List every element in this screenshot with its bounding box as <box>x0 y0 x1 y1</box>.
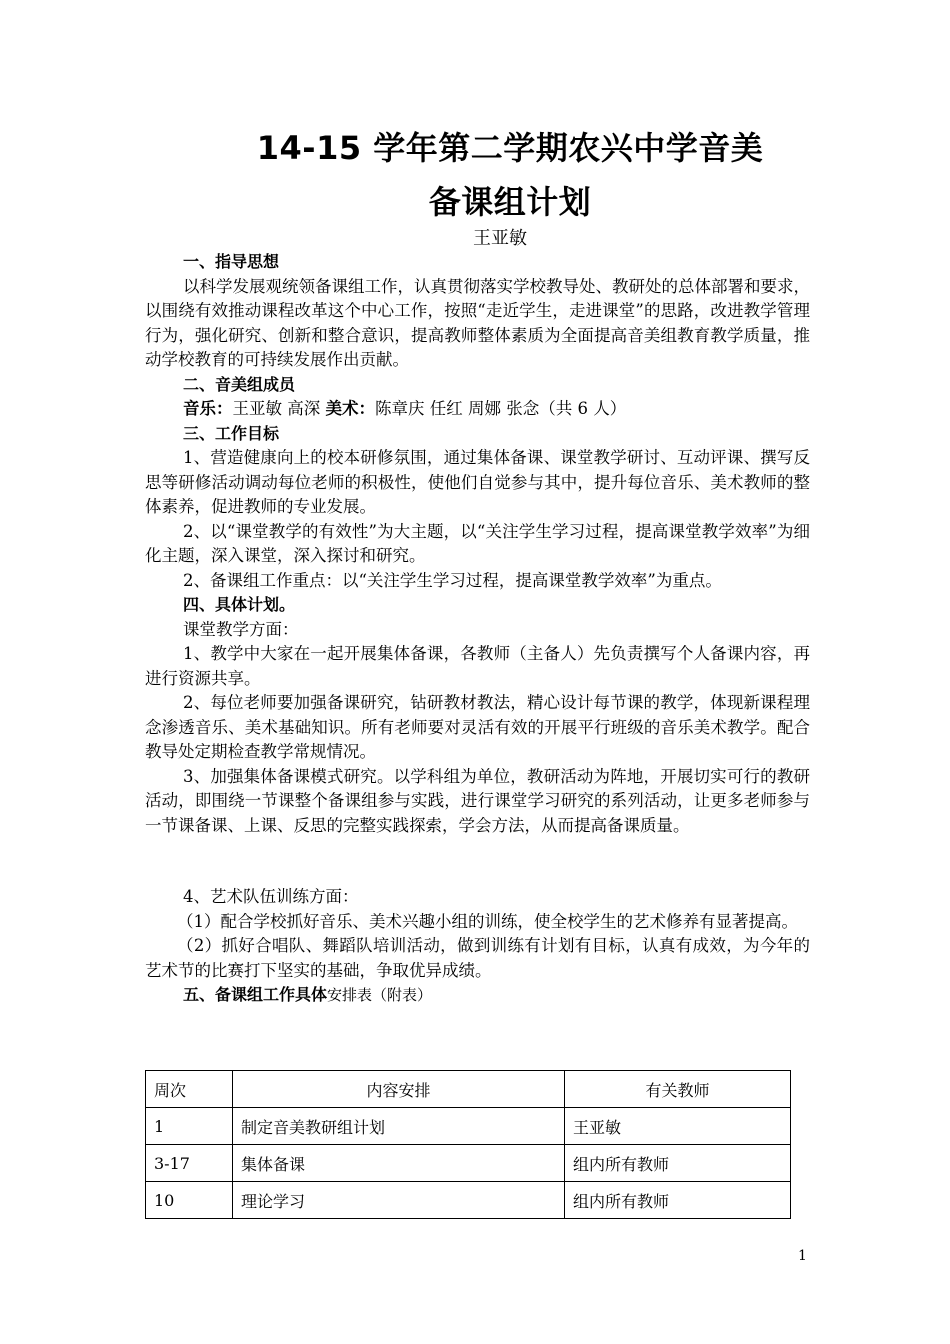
art-names: 陈章庆 任红 周娜 张念（共 6 人） <box>375 399 627 418</box>
table-header-row <box>146 1071 791 1108</box>
table-cell: 组内所有教师 <box>565 1145 791 1182</box>
document-body <box>145 250 810 1008</box>
paragraph: （1）配合学校抓好音乐、美术兴趣小组的训练，使全校学生的艺术修养有显著提高。 <box>177 911 798 931</box>
schedule-heading-rest: 安排表（附表） <box>327 986 433 1004</box>
music-names: 王亚敏 高深 <box>232 399 326 418</box>
table-header-cell: 周次 <box>146 1071 233 1108</box>
section-heading-plan: 四、具体计划。 <box>183 595 296 614</box>
table-cell: 3-17 <box>146 1145 233 1182</box>
schedule-heading-bold: 五、备课组工作具体 <box>183 985 328 1004</box>
blank-space <box>145 838 810 885</box>
table-cell: 组内所有教师 <box>565 1182 791 1219</box>
music-label: 音乐： <box>183 399 233 418</box>
title-line-2: 备课组计划 <box>428 183 592 221</box>
paragraph: 1、教学中大家在一起开展集体备课，各教师（主备人）先负责撰写个人备课内容，再进行资源共享。 <box>145 644 810 688</box>
paragraph: 2、每位老师要加强备课研究，钻研教材教法，精心设计每节课的教学，体现新课程理念渗透音乐、美术基础知识。所有老师要对灵活有效的开展平行班级的音乐美术教学。配合教导处定期检查教学常规情况。 <box>145 693 810 761</box>
section-heading-members: 二、音美组成员 <box>183 374 296 394</box>
table-cell: 集体备课 <box>233 1145 565 1182</box>
page-number: 1 <box>798 1248 807 1264</box>
paragraph: 以科学发展观统领备课组工作，认真贯彻落实学校教导处、教研处的总体部署和要求，以围绕有效推动课程改革这个中心工作，按照“走近学生，走进课堂”的思路，改进教学管理行为，强化研究、创新和整合意识，提高教师整体素质为全面提高音美组教育教学质量，推动学校教育的可持续发展作出贡献。 <box>145 276 810 369</box>
table-cell: 王亚敏 <box>565 1108 791 1145</box>
paragraph: 1、营造健康向上的校本研修氛围，通过集体备课、课堂教学研讨、互动评课、撰写反思等研修活动调动每位老师的积极性，使他们自觉参与其中，提升每位音乐、美术教师的整体素养，促进教师的专业发展。 <box>145 448 810 516</box>
table-header-cell: 内容安排 <box>233 1071 565 1108</box>
table-row <box>146 1108 791 1145</box>
table-header-cell: 有关教师 <box>565 1071 791 1108</box>
author: 王亚敏 <box>473 228 527 249</box>
table-row <box>146 1145 791 1182</box>
table-cell: 理论学习 <box>233 1182 565 1219</box>
paragraph: 2、以“课堂教学的有效性”为大主题，以“关注学生学习过程，提高课堂教学效率”为细化主题，深入课堂，深入探讨和研究。 <box>145 521 810 565</box>
paragraph: 3、加强集体备课模式研究。以学科组为单位，教研活动为阵地，开展切实可行的教研活动，即围绕一节课整个备课组参与实践，进行课堂学习研究的系列活动，让更多老师参与一节课备课、上课、反思的完整实践探索，学会方法，从而提高备课质量。 <box>145 766 810 835</box>
members-line <box>145 397 810 422</box>
paragraph: （2）抓好合唱队、舞蹈队培训活动，做到训练有计划有目标，认真有成效，为今年的艺术节的比赛打下坚实的基础，争取优异成绩。 <box>145 936 810 980</box>
table-cell: 制定音美教研组计划 <box>233 1108 565 1145</box>
subheading-art-team: 4、艺术队伍训练方面： <box>183 887 359 906</box>
art-label: 美术： <box>325 399 375 418</box>
schedule-table <box>145 1070 791 1219</box>
table-cell: 10 <box>146 1182 233 1219</box>
subheading-classroom: 课堂教学方面： <box>183 619 299 639</box>
section-heading-goals: 三、工作目标 <box>183 423 280 443</box>
section-heading-schedule <box>145 983 810 1008</box>
section-heading-guiding-ideology: 一、指导思想 <box>183 252 280 271</box>
paragraph: 2、备课组工作重点：以“关注学生学习过程，提高课堂教学效率”为重点。 <box>183 570 722 590</box>
title-line-1: 14-15 学年第二学期农兴中学音美 <box>256 129 764 167</box>
table-row <box>146 1182 791 1219</box>
table-cell: 1 <box>146 1108 233 1145</box>
